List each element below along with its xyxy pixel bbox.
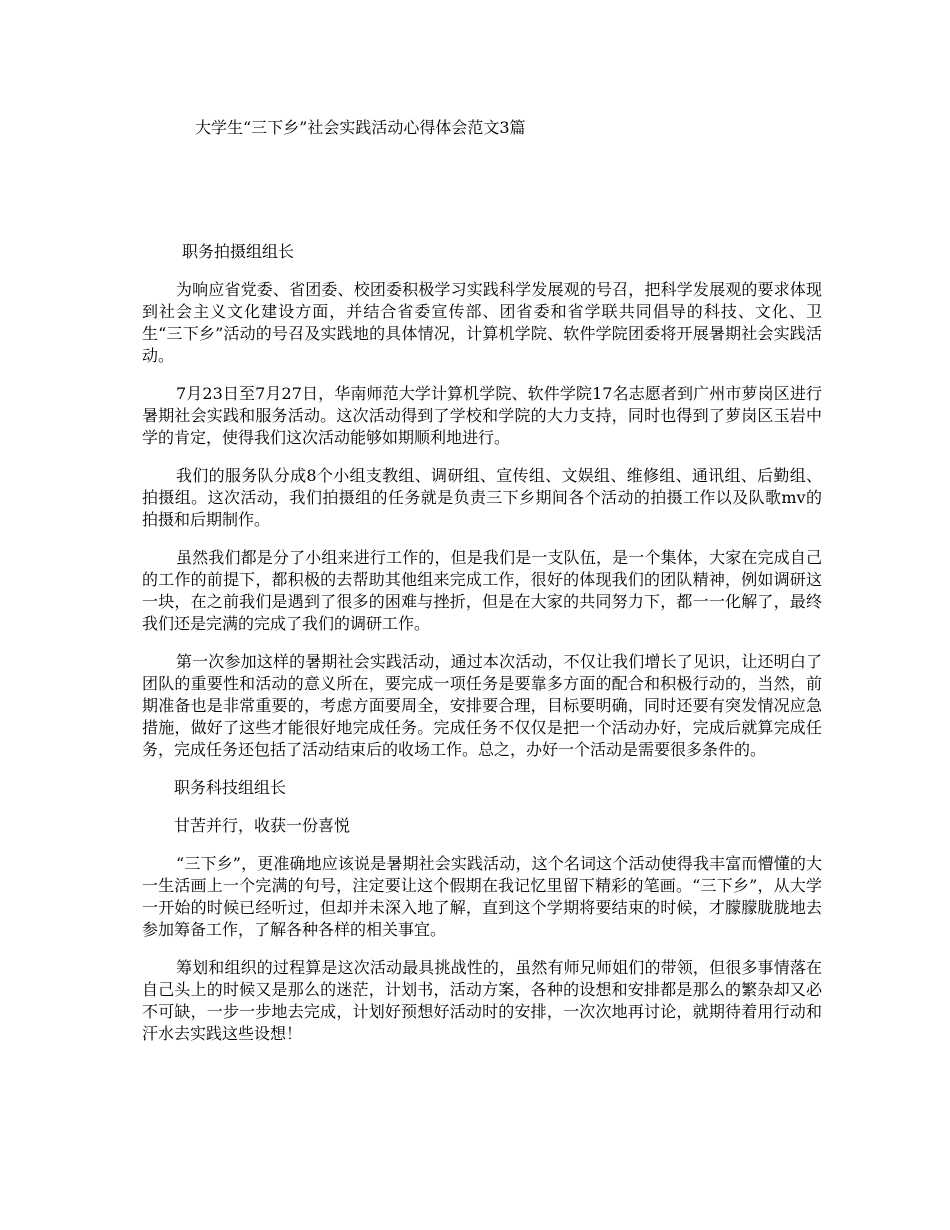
paragraph: 为响应省党委、省团委、校团委积极学习实践科学发展观的号召，把科学发展观的要求体现到社会主义文化建设方面，并结合省委宣传部、团省委和省学联共同倡导的科技、文化、卫生“三下乡”活动的号召及实践地的具体情况，计算机学院、软件学院团委将开展暑期社会实践活动。 (142, 280, 822, 365)
paragraph: “三下乡”，更准确地应该说是暑期社会实践活动，这个名词这个活动使得我丰富而懵懂的大一生活画上一个完满的句号，注定要让这个假期在我记忆里留下精彩的笔画。“三下乡”，从大学一开始的时候已经听过，但却并未深入地了解，直到这个学期将要结束的时候，才朦朦胧胧地去参加筹备工作，了解各种各样的相关事宜。 (142, 854, 822, 939)
paragraph: 7月23日至7月27日，华南师范大学计算机学院、软件学院17名志愿者到广州市萝岗区进行暑期社会实践和服务活动。这次活动得到了学校和学院的大力支持，同时也得到了萝岗区玉岩中学的肯定，使得我们这次活动能够如期顺利地进行。 (142, 384, 822, 447)
paragraph: 第一次参加这样的暑期社会实践活动，通过本次活动，不仅让我们增长了见识，让还明白了团队的重要性和活动的意义所在，要完成一项任务是要靠多方面的配合和积极行动的，当然，前期准备也是非常重要的，考虑方面要周全，安排要合理，目标要明确，同时还要有突发情况应急措施，做好了这些才能很好地完成任务。完成任务不仅仅是把一个活动办好，完成后就算完成任务，完成任务还包括了活动结束后的收场工作。总之，办好一个活动是需要很多条件的。 (142, 652, 822, 759)
section-heading-photography-leader: 职务拍摄组组长 (182, 242, 295, 261)
paragraph: 筹划和组织的过程算是这次活动最具挑战性的，虽然有师兄师姐们的带领，但很多事情落在自己头上的时候又是那么的迷茫，计划书，活动方案，各种的设想和安排都是那么的繁杂却又必不可缺，一步一步地去完成，计划好预想好活动时的安排，一次次地再讨论，就期待着用行动和汗水去实践这些设想！ (142, 958, 822, 1043)
paragraph: 虽然我们都是分了小组来进行工作的，但是我们是一支队伍，是一个集体，大家在完成自己的工作的前提下，都积极的去帮助其他组来完成工作，很好的体现我们的团队精神，例如调研这一块，在之前我们是遇到了很多的困难与挫折，但是在大家的共同努力下，都一一化解了，最终我们还是完满的完成了我们的调研工作。 (142, 548, 822, 633)
document-body (142, 241, 822, 1061)
section-heading-tech-leader: 职务科技组组长 (174, 778, 287, 797)
section-subheading: 甘苦并行，收获一份喜悦 (174, 816, 351, 835)
paragraph: 我们的服务队分成8个小组支教组、调研组、宣传组、文娱组、维修组、通讯组、后勤组、拍摄组。这次活动，我们拍摄组的任务就是负责三下乡期间各个活动的拍摄工作以及队歌mv的拍摄和后期制作。 (142, 466, 822, 529)
document-title: 大学生“三下乡”社会实践活动心得体会范文3篇 (195, 118, 526, 137)
